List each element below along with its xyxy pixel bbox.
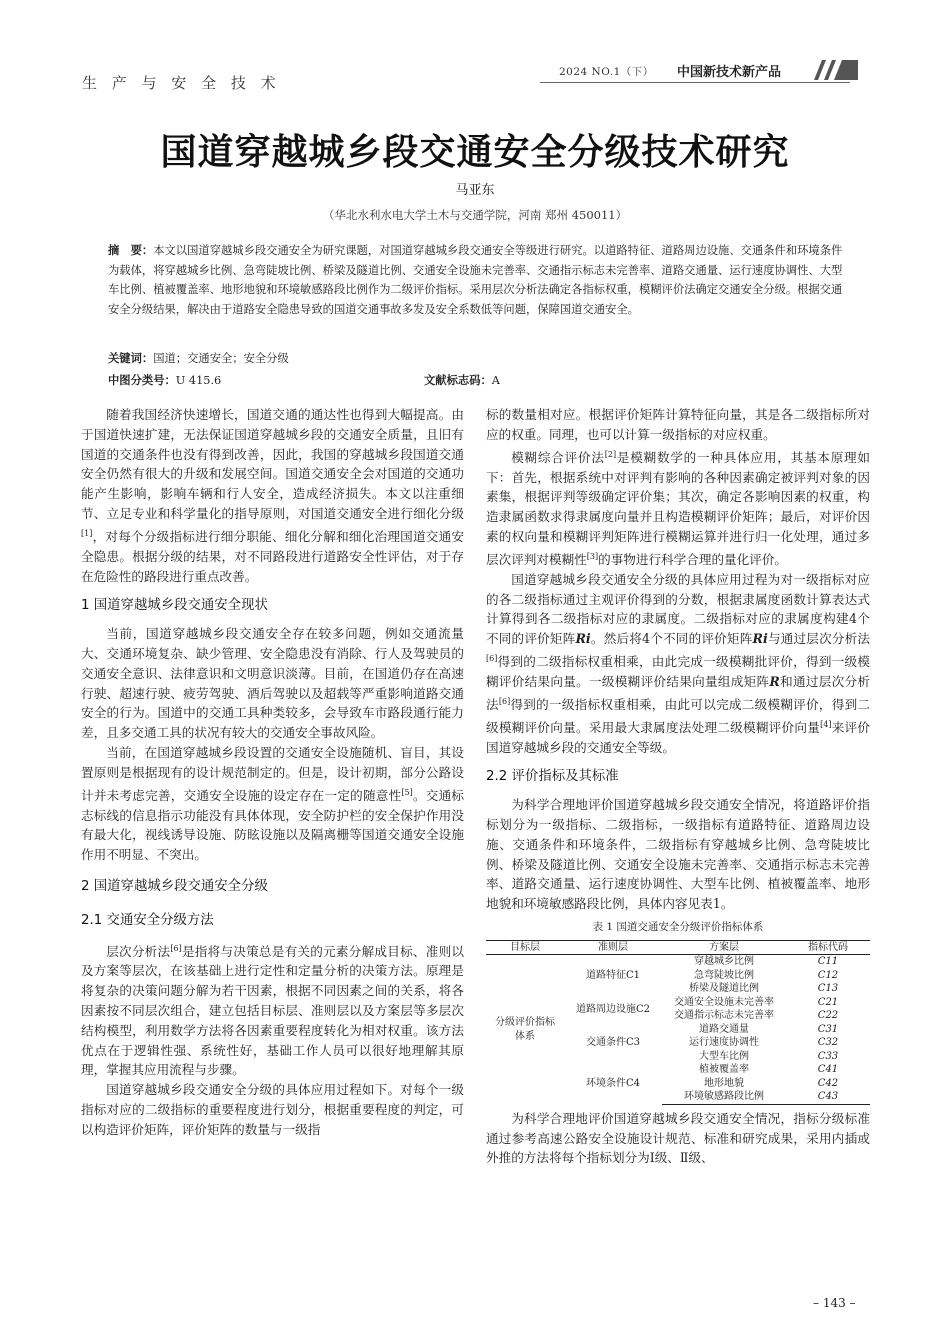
scheme-cell: 环境敏感路段比例: [662, 1090, 786, 1104]
author: 马亚东: [455, 183, 495, 198]
target-cell: 分级评价指标体系: [495, 1017, 555, 1042]
section-heading-1: 1 国道穿越城乡段交通安全现状: [81, 598, 268, 614]
affiliation: （华北水利水电大学土木与交通学院，河南 郑州 450011）: [322, 208, 628, 222]
code-cell: C22: [817, 1010, 839, 1022]
clc-number: [108, 372, 221, 388]
citation: [6]: [486, 653, 498, 663]
scheme-cell: 交通安全设施未完善率: [674, 996, 774, 1008]
scheme-cell: 植被覆盖率: [699, 1064, 749, 1076]
table-row: [486, 955, 870, 969]
subsection-heading-2-1: 2.1 交通安全分级方法: [81, 912, 214, 928]
code-cell: C21: [817, 996, 839, 1008]
index-table: [486, 940, 870, 1105]
table-header-cell: 方案层: [662, 940, 786, 955]
citation: [6]: [498, 696, 511, 706]
document-code: [424, 372, 500, 388]
abstract-text: 本文以国道穿越城乡段交通安全为研究课题，对国道穿越城乡段交通安全等级进行研究。以道路特征、道路周边设施、交通条件和环境条件为载体，将穿越城乡比例、急弯陡坡比例、桥梁及隧道比例、交通安全设施未完善率、交通指示标志未完善率、道路交通量、运行速度协调性、大型车比例、植被覆盖率、地形地貌和环境敏感路段比例作为二级评价指标。采用层次分析法确定各指标权重，模糊评价法确定交通安全分级。根据交通安全分级结果，解决由于道路安全隐患导致的国道交通事故多发及安全系数低等问题，保障国道交通安全。: [108, 244, 843, 316]
paragraph: 为科学合理地评价国道穿越城乡段交通安全情况，将道路评价指标划分为一级指标、二级指标，一级指标有道路特征、道路周边设施、交通条件和环境条件，二级指标有穿越城乡比例、急弯陡坡比例、桥梁及隧道比例、交通安全设施未完善率、交通指示标志未完善率、道路交通量、运行速度协调性、大型车比例、植被覆盖率、地形地貌和环境敏感路段比例，具体内容见表1。: [486, 797, 870, 912]
header-issue: 2024 NO.1（下）: [559, 66, 654, 78]
code-cell: C43: [786, 1090, 870, 1104]
section-heading-2: 2 国道穿越城乡段交通安全分级: [81, 878, 268, 894]
criterion-cell: 交通条件C3: [585, 1037, 640, 1049]
paragraph: 模糊综合评价法[2]是模糊数学的一种具体应用，其基本原理如下：首先，根据系统中对评判有影响的各种因素确定被评判对象的因素集，根据评判等级确定评价集；其次，确定各影响因素的权重，构造隶属函数求得隶属度向量并且构造模糊评价矩阵；最后，对评价因素的权向量和模糊评判矩阵进行模糊运算并进行归一化处理，通过多层次评判对模糊性[3]的事物进行科学合理的量化评价。: [486, 449, 871, 567]
table-caption: 表 1 国道交通安全分级评价指标体系: [592, 921, 764, 934]
keywords-label: 关键词：: [108, 352, 154, 365]
paragraph: 国道穿越城乡段交通安全分级的具体应用过程为对一级指标对应的各二级指标通过主观评价得到的分数，根据隶属度函数计算表达式计算得到各二级指标对应的隶属度。二级指标对应的隶属度构建4个不同的评价矩阵Ri。然后将4个不同的评价矩阵Ri与通过层次分析法[6]得到的二级指标权重相乘，由此完成一级模糊批评价，得到一级模糊评价结果向量。一级模糊评价结果向量组成矩阵R和通过层次分析法[6]得到的一级指标权重相乘，由此可以完成二级模糊评价，得到二级模糊评价向量。采用最大隶属度法处理二级模糊评价向量[4]来评价国道穿越城乡段的交通安全等级。: [486, 571, 871, 755]
keywords: [108, 350, 289, 366]
code-cell: C32: [817, 1037, 839, 1049]
scheme-cell: 大型车比例: [699, 1050, 749, 1062]
scheme-cell: 运行速度协调性: [689, 1037, 759, 1049]
paragraph: 当前，国道穿越城乡段交通安全存在较多问题，例如交通流量大、交通环境复杂、缺少管理、安全隐患没有消除、行人及驾驶员的交通安全意识、法律意识和文明意识淡薄。目前，在国道仍存在高速行驶、超速行驶、疲劳驾驶、酒后驾驶以及超载等严重影响道路交通安全的行为。国道中的交通工具种类较多，会导致车市路段通行能力差，且多交通工具的状况有较大的交通安全事故风险。: [81, 626, 464, 741]
doc-code-text: A: [491, 374, 500, 387]
abstract: [108, 241, 846, 319]
scheme-cell: 急弯陡坡比例: [694, 969, 754, 981]
page-number: – 143 –: [813, 1296, 856, 1310]
code-cell: C31: [817, 1023, 839, 1035]
doc-code-label: 文献标志码：: [424, 374, 492, 387]
code-cell: C13: [817, 983, 839, 995]
subsection-heading-2-2: 2.2 评价指标及其标准: [486, 769, 619, 785]
paper-title: 国道穿越城乡段交通安全分级技术研究: [160, 131, 790, 173]
code-cell: C41: [817, 1064, 839, 1076]
header-section: 生 产 与 安 全 技 术: [82, 74, 281, 92]
scheme-cell: 道路交通量: [699, 1023, 749, 1035]
table-header-cell: 目标层: [486, 940, 564, 955]
scheme-cell: 交通指示标志未完善率: [674, 1010, 774, 1022]
abstract-label: 摘 要：: [108, 244, 154, 257]
citation: [5]: [401, 787, 413, 797]
clc-label: 中图分类号：: [108, 374, 176, 387]
paragraph: 为科学合理地评价国道穿越城乡段交通安全情况，指标分级标准通过参考高速公路安全设施设计规范、标准和研究成果，采用内插或外推的方法将每个指标划分为Ⅰ级、Ⅱ级、: [486, 1110, 870, 1166]
citation: [6]: [170, 943, 182, 953]
paragraph: 标的数量相对应。根据评价矩阵计算特征向量，其是各二级指标所对应的权重。同理，也可以计算一级指标的对应权重。: [486, 407, 870, 442]
criterion-cell: 道路周边设施C2: [575, 1003, 650, 1015]
citation: [1]: [81, 528, 93, 538]
criterion-cell: 环境条件C4: [585, 1078, 640, 1090]
code-cell: C42: [817, 1077, 839, 1089]
right-column: [486, 405, 870, 1168]
paragraph: 国道穿越城乡段交通安全分级的具体应用过程如下。对每个一级指标对应的二级指标的重要程度进行划分，根据重要程度的判定，可以构造评价矩阵，评价矩阵的数量与一级指: [81, 1082, 464, 1137]
scheme-cell: 地形地貌: [704, 1077, 744, 1089]
scheme-cell: 桥梁及隧道比例: [689, 983, 759, 995]
code-cell: C11: [817, 956, 839, 968]
clc-text: U 415.6: [175, 374, 222, 387]
header-journal: 中国新技术新产品: [677, 65, 782, 80]
header-rule: [540, 82, 850, 83]
intro-paragraph: 随着我国经济快速增长，国道交通的通达性也得到大幅提高。由于国道快速扩建，无法保证国道穿越城乡段的交通安全质量，且旧有国道的交通条件也没有得到改善，因此，我国的穿越城乡段国道交通安全仍然有很大的升级和发展空间。国道交通安全会对国道的交通功能产生影响，影响车辆和行人安全，造成经济损失。本文以注重细节、立足专业和科学量化的指导原则，对国道交通安全进行细化分级[1]，对每个分级指标进行细分职能、细化分解和细化治理国道交通安全隐患。根据分级的结果，对不同路段进行道路安全性评估，对于存在危险性的路段进行重点改善。: [81, 407, 464, 584]
criterion-cell: 道路特征C1: [585, 969, 640, 981]
table-header-cell: 指标代码: [786, 940, 870, 955]
matrix-symbol: R: [769, 673, 780, 689]
left-column: [81, 405, 464, 1140]
code-cell: C12: [817, 969, 839, 981]
citation: [2]: [604, 449, 617, 459]
scheme-cell: 穿越城乡比例: [694, 956, 754, 968]
matrix-symbol: Ri: [752, 631, 768, 647]
paragraph: 当前，在国道穿越城乡段设置的交通安全设施随机、盲目，其设置原则是根据现有的设计规范制定的。但是，设计初期，部分公路设计并未考虑完善，交通安全设施的设定存在一定的随意性[5]。交通标志标线的信息指示功能没有具体体现，安全防护栏的安全保护作用没有最大化，视线诱导设施、防眩设施以及隔离栅等国道交通安全设施作用不明显、不突出。: [81, 744, 465, 863]
table-header-cell: 准则层: [564, 940, 662, 955]
citation: [3]: [586, 551, 599, 561]
keywords-text: 国道；交通安全；安全分级: [153, 352, 289, 365]
citation: [4]: [820, 719, 832, 729]
paragraph: 层次分析法[6]是指将与决策总是有关的元素分解成目标、准则以及方案等层次，在该基础上进行定性和定量分析的决策方法。原理是将复杂的决策问题分解为若干因素，根据不同因素之间的关系，将各因素按不同层次组合，建立包括目标层、准则层以及方案层等多层次结构模型，利用数学方法将各因素重要程度转化为相对权重。该方法优点在于逻辑性强、系统性好，基础工作人员可以很好地理解其原理，掌握其应用流程与步骤。: [81, 943, 465, 1078]
code-cell: C33: [817, 1050, 839, 1062]
matrix-symbol: Ri: [575, 631, 591, 647]
